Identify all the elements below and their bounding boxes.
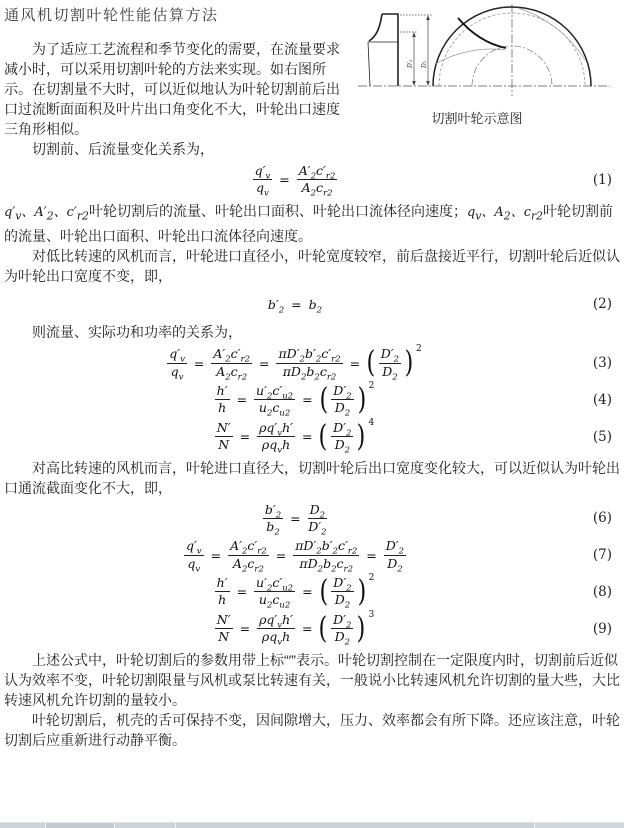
formula-2 bbox=[4, 291, 620, 317]
horizontal-scrollbar[interactable] bbox=[0, 822, 624, 828]
paragraph-relations-lead: 则流量、实际功和功率的关系为， bbox=[32, 324, 242, 341]
paragraph-intro: 为了适应工艺流程和季节变化的需要，在流量要求减小时，可以采用切割叶轮的方法来实现。如右图所示。在切割量不大时，可以近似地认为叶轮切割前后出口过流断面面积及叶片出口角变化不大，叶轮出口速度三角形相似。 bbox=[4, 41, 340, 137]
inline-math: $q_v$、$A_2$、$c_{r2}$ bbox=[466, 204, 544, 223]
page-title: 通风机切割叶轮性能估算方法 bbox=[4, 7, 219, 24]
paragraph-symbol-definitions bbox=[4, 201, 620, 247]
scrollbar-segment[interactable] bbox=[176, 823, 535, 828]
parenthesized-fraction: ( $\frac{D'_2}{D_2}$ ) $^2$ bbox=[366, 344, 422, 383]
formula-1 bbox=[4, 163, 620, 199]
paragraph-low-specific-speed: 对低比转速的风机而言，叶轮进口直径小，叶轮宽度较窄，前后盘接近平行，切割叶轮后近似认为叶轮出口宽度不变，即， bbox=[4, 248, 620, 285]
fraction: $\frac{D'_2}{D_2}$ bbox=[385, 538, 405, 575]
fraction: $\frac{q'_v}{q_v}$ bbox=[254, 163, 271, 199]
fraction: $\frac{D_2}{D'_2}$ bbox=[308, 501, 327, 538]
equation: $\frac{q'_v}{q_v}$ = $\frac{A'_2c'_{r2}}{A_2c_{r2}}$ = $\frac{\pi D'_2b'_2c'_{r2}}{\pi D_2b_2c_{r2}}$ = $\frac{D'_2}{D_2}$ bbox=[185, 538, 405, 575]
formula-4 bbox=[4, 381, 620, 419]
paragraph-flow-relation-lead: 切割前、后流量变化关系为， bbox=[32, 141, 214, 157]
fraction: $\frac{u'_2c'_{u2}}{u_2c_{u2}}$ bbox=[256, 575, 294, 611]
parenthesized-fraction: ( $\frac{D'_2}{D_2}$ ) $^2$ bbox=[319, 573, 375, 611]
formula-7 bbox=[4, 538, 620, 575]
parenthesized-fraction: ( $\frac{D'_2}{D_2}$ ) $^2$ bbox=[319, 381, 375, 419]
equation: $\frac{q'_v}{q_v}$ = $\frac{A'_2c'_{r2}}{A_2c_{r2}}$ = $\frac{\pi D'_2b'_2c'_{r2}}{\pi D_2b_2c_{r2}}$ = ( $\frac{D'_2}{D_2}$ ) $^2$ bbox=[169, 344, 422, 383]
fraction: $\frac{\pi D'_2b'_2c'_{r2}}{\pi D_2b_2c_{r2}}$ bbox=[278, 346, 341, 383]
formula-8 bbox=[4, 573, 620, 611]
fraction: $\frac{h'}{h}$ bbox=[216, 575, 228, 608]
paragraph-text: 叶轮切割前的流量、叶轮出口面积、叶轮出口流体径向速度。 bbox=[4, 202, 614, 245]
equation: $\frac{q'_v}{q_v}$ = $\frac{A'_2c'_{r2}}{A_2c_{r2}}$ bbox=[254, 163, 336, 199]
fraction: $\frac{N'}{N}$ bbox=[216, 419, 231, 453]
equation-number: (8) bbox=[592, 583, 612, 600]
fraction: $\frac{A'_2c'_{r2}}{A_2c_{r2}}$ bbox=[298, 163, 336, 199]
scrollbar-segment[interactable] bbox=[535, 823, 624, 828]
scrollbar-segment[interactable] bbox=[0, 823, 46, 828]
equation: $b'_2$ = $b_2$ bbox=[267, 296, 323, 316]
fraction: $\frac{\rho q'_vh'}{\rho q_vh}$ bbox=[259, 611, 293, 648]
dimension-lines bbox=[400, 15, 432, 86]
equation-number: (1) bbox=[592, 171, 612, 188]
figure-caption: 切割叶轮示意图 bbox=[431, 111, 523, 126]
fraction: $\frac{A'_2c'_{r2}}{A_2c_{r2}}$ bbox=[230, 538, 267, 575]
dimension-label-d2: D₂ bbox=[421, 60, 428, 68]
centerlines bbox=[358, 4, 610, 96]
blade-thin-right bbox=[518, 8, 585, 60]
fraction: $\frac{N'}{N}$ bbox=[216, 611, 231, 645]
fraction: $\frac{\rho q'_vh'}{\rho q_vh}$ bbox=[259, 419, 293, 456]
fraction: $\frac{u'_2c'_{u2}}{u_2c_{u2}}$ bbox=[256, 383, 294, 419]
inline-math: $q'_v$、$A'_2$、$c'_{r2}$ bbox=[4, 204, 89, 223]
equation-number: (5) bbox=[592, 428, 612, 445]
cut-impeller-diagram bbox=[358, 2, 620, 102]
equation-number: (3) bbox=[592, 355, 612, 372]
fraction: $\frac{\pi D'_2b'_2c'_{r2}}{\pi D_2b_2c_{r2}}$ bbox=[295, 538, 358, 575]
equation: $\frac{h'}{h}$ = $\frac{u'_2c'_{u2}}{u_2c_{u2}}$ = ( $\frac{D'_2}{D_2}$ ) $^2$ bbox=[216, 381, 375, 419]
paragraph-high-specific-speed: 对高比转速的风机而言，叶轮进口直径大，切割叶轮后出口宽度变化较大，可以近似认为叶轮出口通流截面变化不大，即， bbox=[4, 459, 620, 496]
formula-5 bbox=[4, 417, 620, 456]
fraction: $\frac{b'_2}{b_2}$ bbox=[264, 501, 282, 538]
scrollbar-thumb[interactable] bbox=[46, 823, 115, 828]
fraction: $\frac{q'_v}{q_v}$ bbox=[185, 538, 202, 575]
impeller-side-view bbox=[368, 14, 398, 86]
formula-9 bbox=[4, 609, 620, 648]
equation: $\frac{h'}{h}$ = $\frac{u'_2c'_{u2}}{u_2c_{u2}}$ = ( $\frac{D'_2}{D_2}$ ) $^2$ bbox=[216, 573, 375, 611]
fraction: $\frac{A'_2c'_{r2}}{A_2c_{r2}}$ bbox=[213, 346, 250, 383]
equation: $\frac{N'}{N}$ = $\frac{\rho q'_vh'}{\rho q_vh}$ = ( $\frac{D'_2}{D_2}$ ) $^3$ bbox=[216, 609, 375, 648]
paragraph-balance-note: 叶轮切割后，机壳的舌可保持不变，因间隙增大，压力、效率都会有所下降。还应该注意，叶轮切割后应重新进行动静平衡。 bbox=[4, 711, 620, 748]
equation: $\frac{b'_2}{b_2}$ = $\frac{D_2}{D'_2}$ bbox=[264, 501, 327, 538]
fraction: $\frac{h'}{h}$ bbox=[216, 383, 228, 416]
equation-number: (2) bbox=[592, 296, 612, 313]
impeller-figure bbox=[358, 2, 620, 127]
equation-number: (6) bbox=[592, 510, 612, 527]
equation-number: (4) bbox=[592, 391, 612, 408]
equation-number: (9) bbox=[592, 620, 612, 637]
dimension-label-d2cut: D′₂ bbox=[407, 59, 414, 68]
equation: $\frac{N'}{N}$ = $\frac{\rho q'_vh'}{\rho q_vh}$ = ( $\frac{D'_2}{D_2}$ ) $^4$ bbox=[216, 417, 375, 456]
parenthesized-fraction: ( $\frac{D'_2}{D_2}$ ) $^3$ bbox=[318, 609, 375, 648]
equation-number: (7) bbox=[592, 547, 612, 564]
formula-3 bbox=[4, 344, 620, 383]
paragraph-text: 叶轮切割后的流量、叶轮出口面积、叶轮出口流体径向速度； bbox=[88, 202, 467, 219]
formula-6 bbox=[4, 501, 620, 538]
paragraph-summary: 上述公式中，叶轮切割后的参数用带上标“′”表示。叶轮切割控制在一定限度内时，切割前后近似认为效率不变，叶轮切割限量与风机或泵比转速有关，一般说小比转速风机允许切割的量大些，大比转速风机允许切割的量较小。 bbox=[4, 651, 620, 708]
scrollbar-segment[interactable] bbox=[115, 823, 176, 828]
fraction: $\frac{q'_v}{q_v}$ bbox=[169, 346, 185, 383]
parenthesized-fraction: ( $\frac{D'_2}{D_2}$ ) $^4$ bbox=[318, 417, 375, 456]
